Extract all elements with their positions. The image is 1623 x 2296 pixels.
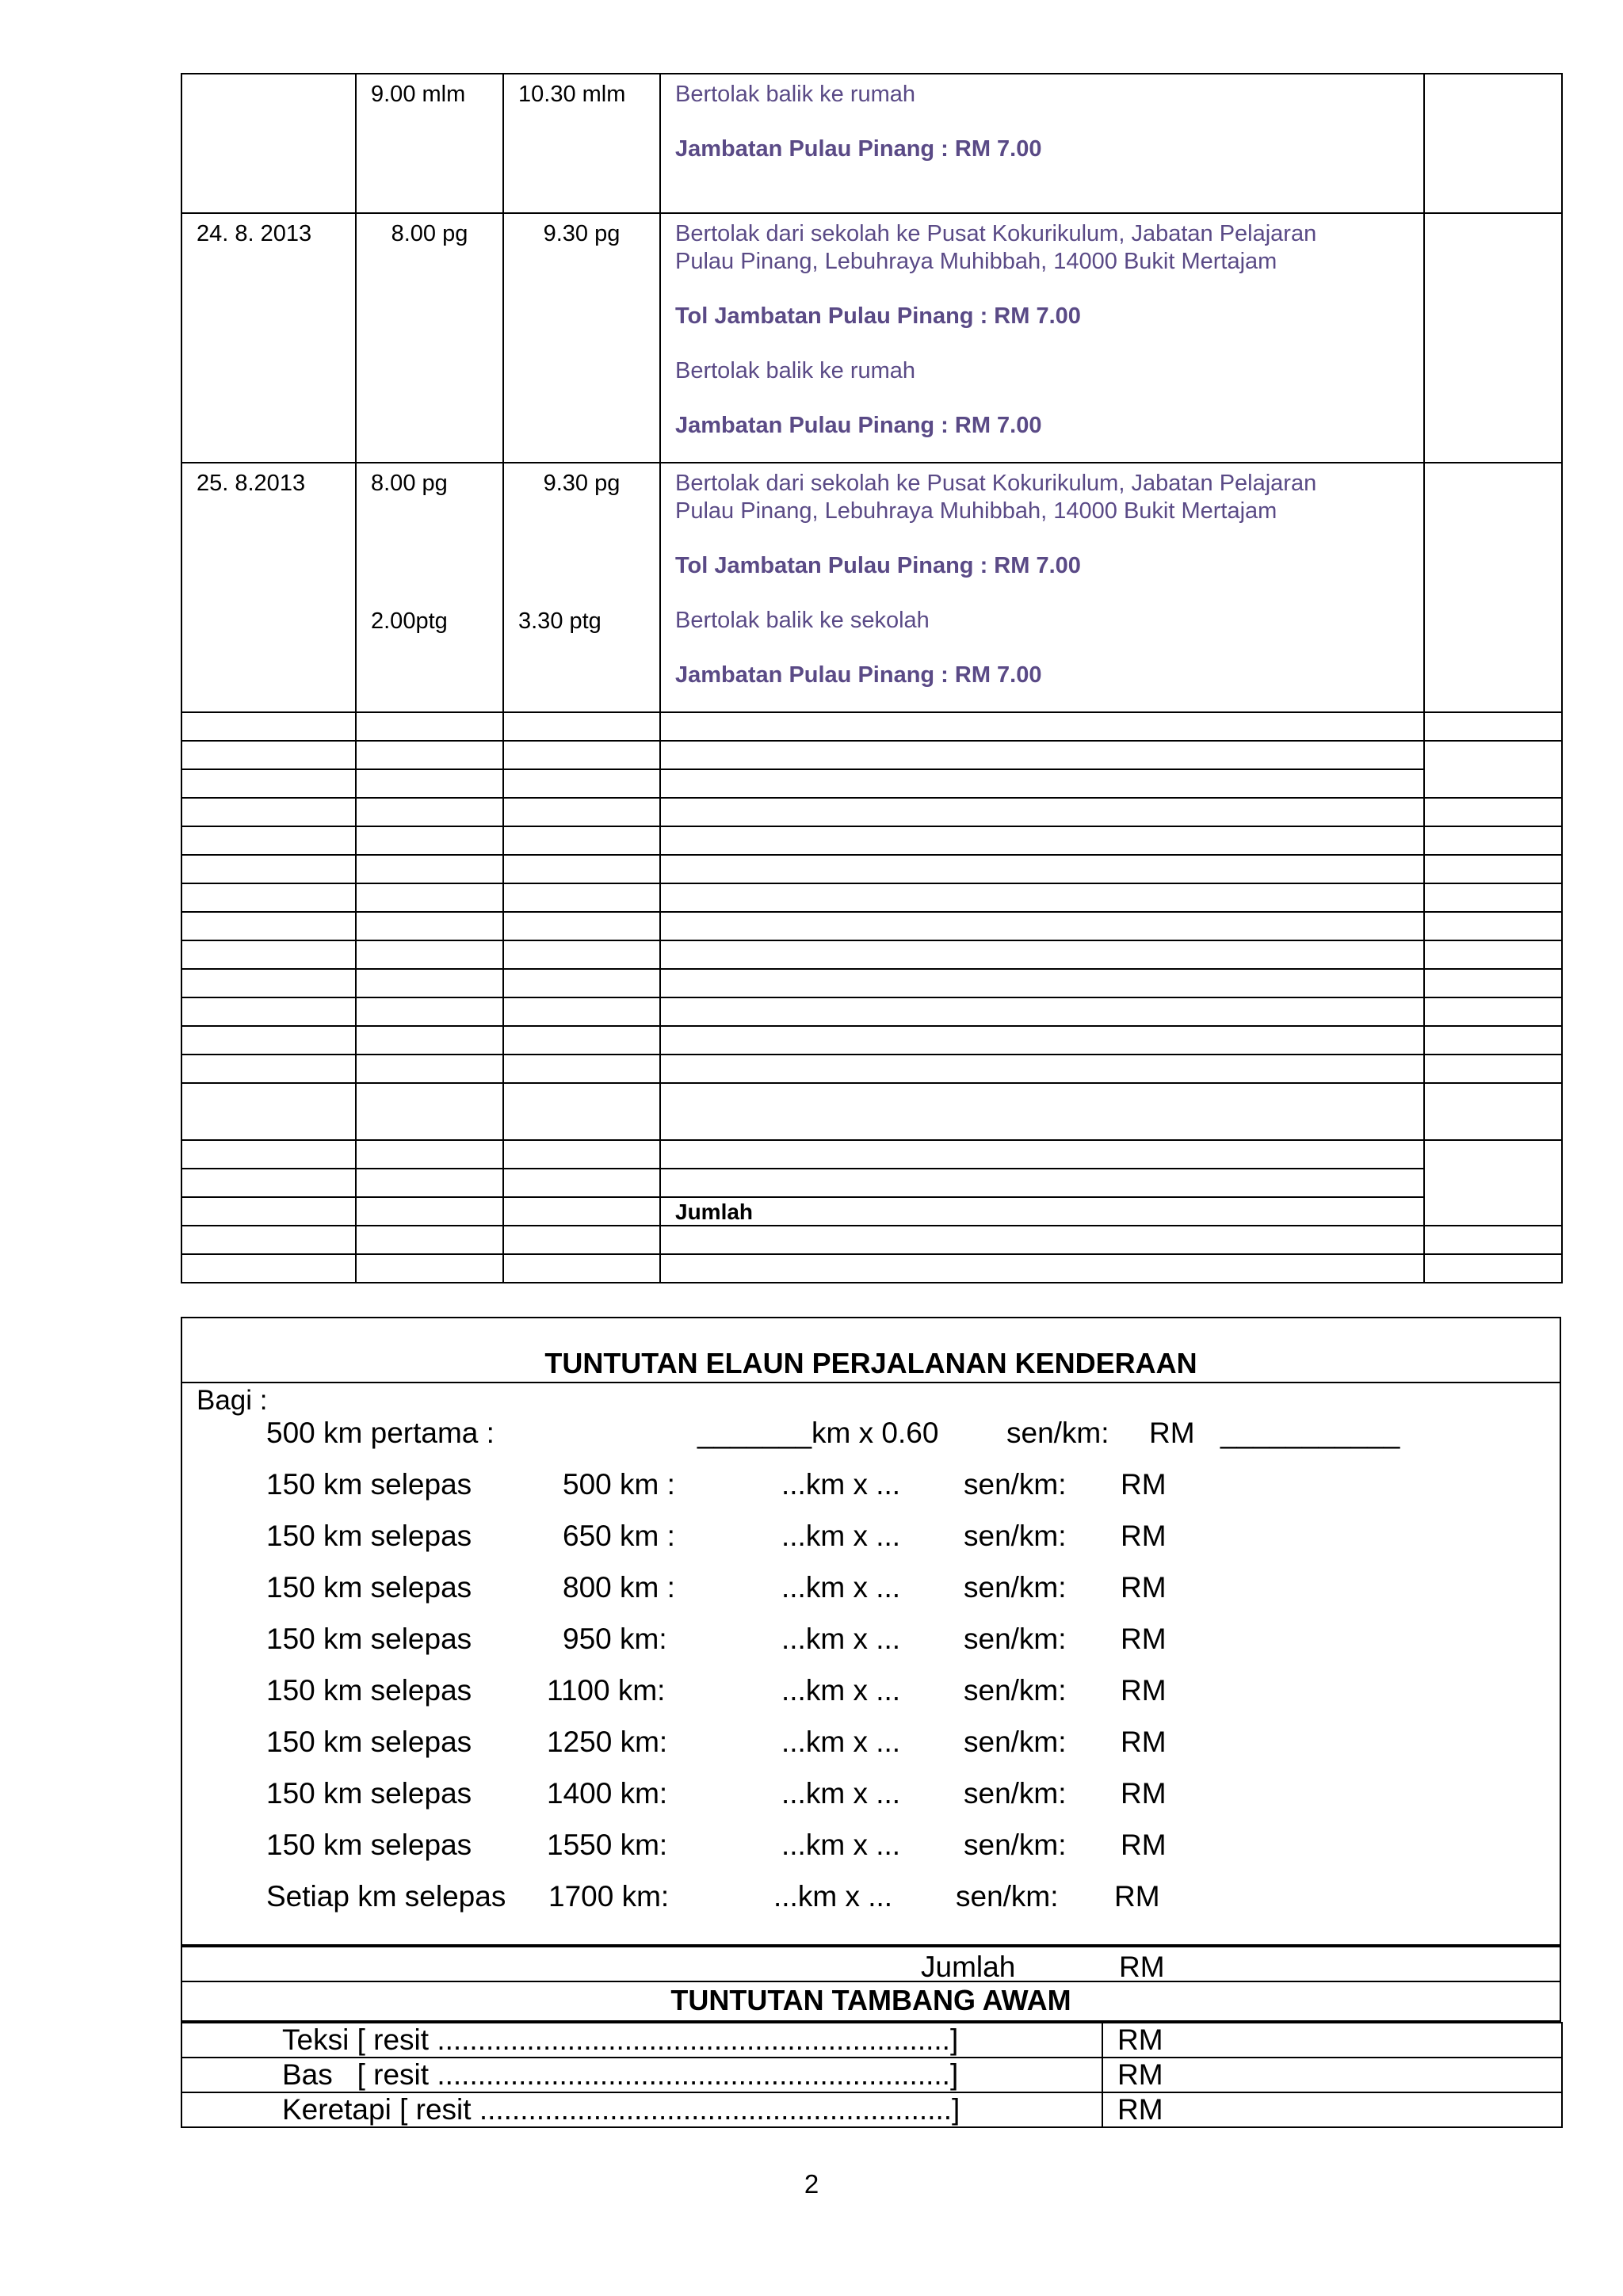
mileage-total-label: Jumlah [921,1951,1016,1983]
entry-line: Pulau Pinang, Lebuhraya Muhibbah, 14000 Bukit Mertajam [675,249,1277,274]
rate-rm: RM [1121,1777,1167,1810]
rate-band: 150 km selepas [266,1829,472,1861]
rate-unit: sen/km: [1006,1417,1109,1449]
rate-from: 650 km : [563,1520,675,1552]
rate-row [182,1674,1560,1709]
amount-cell [1424,463,1562,712]
fare-label: Teksi [ resit ...............................................................] [181,2023,1102,2058]
travel-journal-table [181,73,1563,1283]
entry-date: 24. 8. 2013 [197,221,312,246]
entry-end-time: 9.30 pg [543,471,621,496]
entry-start-time: 8.00 pg [391,221,468,246]
fare-rm: RM [1102,2092,1562,2127]
rate-row [182,1468,1560,1503]
rate-from: 800 km : [563,1571,675,1604]
mileage-total-rm: RM [1119,1951,1165,1983]
mileage-claim-section [181,1317,1561,1946]
mileage-claim-title: TUNTUTAN ELAUN PERJALANAN KENDERAAN [544,1347,1197,1379]
entry-line: Bertolak balik ke sekolah [675,608,930,633]
fare-claim-table [181,2022,1563,2128]
fare-claim-title: TUNTUTAN TAMBANG AWAM [181,1982,1561,2022]
date-cell [181,463,356,712]
entry-end-time: 10.30 mlm [518,82,626,107]
journal-entry-row [181,74,1562,213]
amount-cell [1424,213,1562,463]
blank-row [181,1226,1562,1254]
entry-end-time: 9.30 pg [543,221,621,246]
for-label: Bagi : [197,1385,268,1416]
entry-start-time: 8.00 pg [371,471,448,496]
entry-start-time-2: 2.00ptg [371,608,448,634]
entry-date: 25. 8.2013 [197,471,306,496]
rate-rm: RM [1121,1571,1167,1604]
entry-line: Jambatan Pulau Pinang : RM 7.00 [675,662,1042,688]
fare-rm: RM [1102,2023,1562,2058]
blank-row [181,883,1562,912]
entry-line: Jambatan Pulau Pinang : RM 7.00 [675,136,1042,162]
rate-from: 1550 km: [547,1829,668,1861]
rate-rm: RM [1149,1417,1195,1449]
blank-row [181,1140,1562,1169]
rate-from: 500 km : [563,1468,675,1501]
rate-row [182,1829,1560,1863]
blank-row [181,1254,1562,1283]
entry-line: Bertolak balik ke rumah [675,82,916,107]
rate-calc: ...km x ... [781,1829,901,1861]
rate-unit: sen/km: [964,1623,1067,1655]
page-number: 2 [804,2169,819,2199]
amount-cell [1424,74,1562,213]
blank-row [181,912,1562,940]
fare-row [181,2058,1562,2092]
blank-row [181,712,1562,741]
divider [182,1382,1560,1383]
rate-unit: sen/km: [964,1726,1067,1758]
rate-unit: sen/km: [964,1468,1067,1501]
rate-band: 150 km selepas [266,1571,472,1604]
start-time-cell [356,74,503,213]
journal-total-label: Jumlah [675,1199,754,1224]
description-cell [660,463,1424,712]
rate-calc: ...km x ... [781,1726,901,1758]
fare-label: Keretapi [ resit ..........................................................] [181,2092,1102,2127]
rate-band: 150 km selepas [266,1726,472,1758]
rate-row [182,1623,1560,1657]
rate-unit: sen/km: [964,1571,1067,1604]
entry-line: Tol Jambatan Pulau Pinang : RM 7.00 [675,303,1081,329]
rate-calc: _______km x 0.60 [697,1417,939,1449]
fare-row [181,2092,1562,2127]
rate-unit: sen/km: [964,1520,1067,1552]
fare-rm: RM [1102,2058,1562,2092]
description-cell [660,213,1424,463]
rate-row [182,1880,1560,1915]
rate-row [182,1571,1560,1606]
fare-label: Bas [ resit ...............................................................] [181,2058,1102,2092]
rate-from: 1100 km: [547,1674,666,1707]
rate-band: 150 km selepas [266,1468,472,1501]
rate-band: 150 km selepas [266,1623,472,1655]
blank-row [181,798,1562,826]
rate-calc: ...km x ... [781,1674,901,1707]
start-time-cell [356,213,503,463]
rate-row [182,1777,1560,1812]
blank-row [181,1055,1562,1083]
date-cell [181,74,356,213]
blank-row [181,1026,1562,1055]
start-time-cell [356,463,503,712]
rate-band: 150 km selepas [266,1777,472,1810]
blank-row [181,969,1562,997]
rate-band: 150 km selepas [266,1674,472,1707]
blank-row [181,997,1562,1026]
rate-row [182,1726,1560,1760]
rate-rm: RM [1121,1829,1167,1861]
rate-band: 500 km pertama : [266,1417,495,1449]
travel-journal-body [181,74,1562,1283]
rate-row [182,1417,1560,1451]
blank-row [181,855,1562,883]
rate-calc: ...km x ... [781,1623,901,1655]
rate-calc: ...km x ... [781,1777,901,1810]
entry-line: Tol Jambatan Pulau Pinang : RM 7.00 [675,553,1081,578]
mileage-total-row [181,1946,1561,1982]
entry-line: Bertolak dari sekolah ke Pusat Kokurikulum, Jabatan Pelajaran [675,221,1317,246]
rate-rm: RM [1121,1623,1167,1655]
entry-date [182,74,355,109]
rate-band: Setiap km selepas [266,1880,506,1913]
rate-from: 1400 km: [547,1777,668,1810]
blank-row [181,1083,1562,1140]
rate-unit: sen/km: [964,1674,1067,1707]
entry-end-time-2: 3.30 ptg [518,608,601,634]
rate-from: 950 km: [563,1623,667,1655]
date-cell [181,213,356,463]
end-time-cell [503,213,660,463]
entry-line: Pulau Pinang, Lebuhraya Muhibbah, 14000 Bukit Mertajam [675,498,1277,524]
rate-rm: RM [1121,1674,1167,1707]
rate-calc: ...km x ... [781,1520,901,1552]
rate-rm: RM [1121,1520,1167,1552]
entry-line: Bertolak balik ke rumah [675,358,916,383]
rate-calc: ...km x ... [773,1880,893,1913]
journal-total-row [181,1197,1562,1226]
end-time-cell [503,463,660,712]
blank-row [181,826,1562,855]
entry-line: Jambatan Pulau Pinang : RM 7.00 [675,413,1042,438]
journal-entry-row [181,213,1562,463]
rate-unit: sen/km: [964,1777,1067,1810]
rate-from: 1250 km: [547,1726,668,1758]
journal-entry-row [181,463,1562,712]
rate-row [182,1520,1560,1554]
fare-row [181,2023,1562,2058]
entry-line: Bertolak dari sekolah ke Pusat Kokurikulum, Jabatan Pelajaran [675,471,1317,496]
blank-row [181,940,1562,969]
rate-unit: sen/km: [964,1829,1067,1861]
rate-amount-blank: ___________ [1220,1417,1400,1449]
description-cell [660,74,1424,213]
entry-start-time: 9.00 mlm [371,82,466,107]
rate-unit: sen/km: [956,1880,1059,1913]
rate-calc: ...km x ... [781,1468,901,1501]
rate-rm: RM [1114,1880,1160,1913]
rate-calc: ...km x ... [781,1571,901,1604]
rate-rm: RM [1121,1726,1167,1758]
blank-row [181,741,1562,769]
end-time-cell [503,74,660,213]
rate-band: 150 km selepas [266,1520,472,1552]
rate-from: 1700 km: [548,1880,670,1913]
blank-row [181,1169,1562,1197]
rate-rm: RM [1121,1468,1167,1501]
blank-row [181,769,1562,798]
